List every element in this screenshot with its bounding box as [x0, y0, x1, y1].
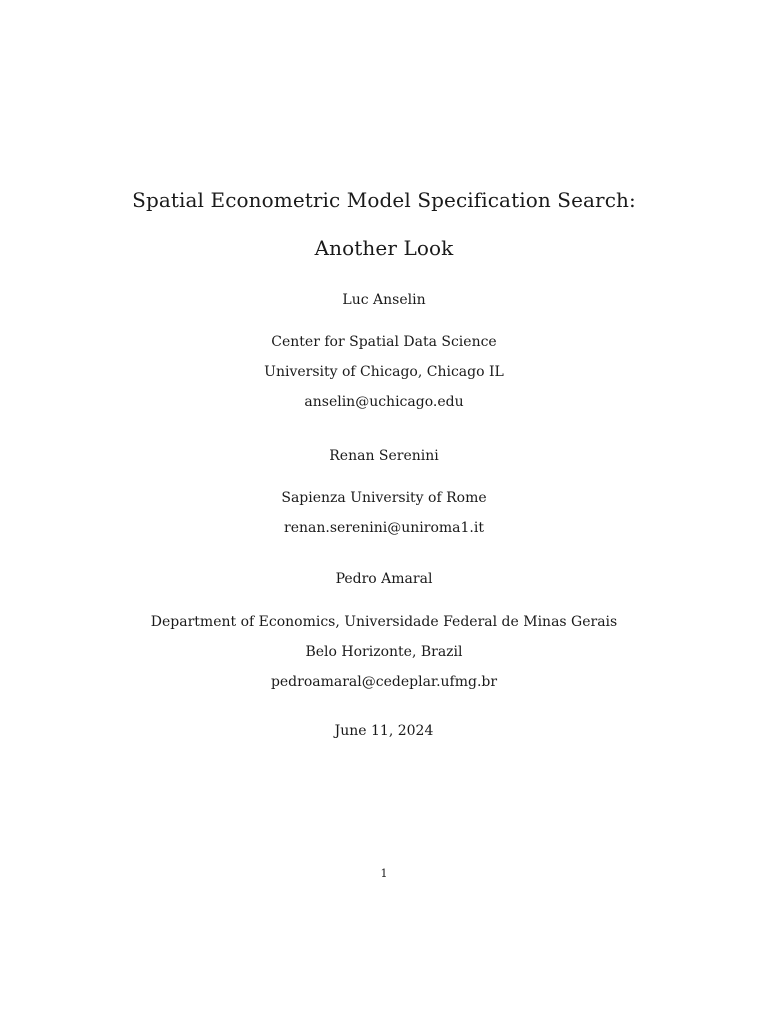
author-2-name: Renan Serenini — [329, 448, 439, 464]
author-2-affiliation: Sapienza University of Rome — [281, 490, 487, 506]
paper-title-line-2: Another Look — [314, 236, 454, 260]
author-1-location: University of Chicago, Chicago IL — [264, 364, 504, 380]
author-3-name: Pedro Amaral — [335, 571, 433, 587]
paper-title-line-1: Spatial Econometric Model Specification Search: — [132, 188, 636, 212]
author-1-affiliation: Center for Spatial Data Science — [271, 334, 497, 350]
author-2-email: renan.serenini@uniroma1.it — [284, 520, 484, 536]
author-3-email: pedroamaral@cedeplar.ufmg.br — [270, 674, 498, 690]
author-3-affiliation: Department of Economics, Universidade Federal de Minas Gerais — [150, 614, 618, 630]
author-1-name: Luc Anselin — [342, 292, 426, 308]
paper-date: June 11, 2024 — [334, 723, 434, 739]
page-number: 1 — [380, 867, 388, 880]
author-3-location: Belo Horizonte, Brazil — [305, 644, 463, 660]
author-1-email: anselin@uchicago.edu — [304, 394, 464, 410]
